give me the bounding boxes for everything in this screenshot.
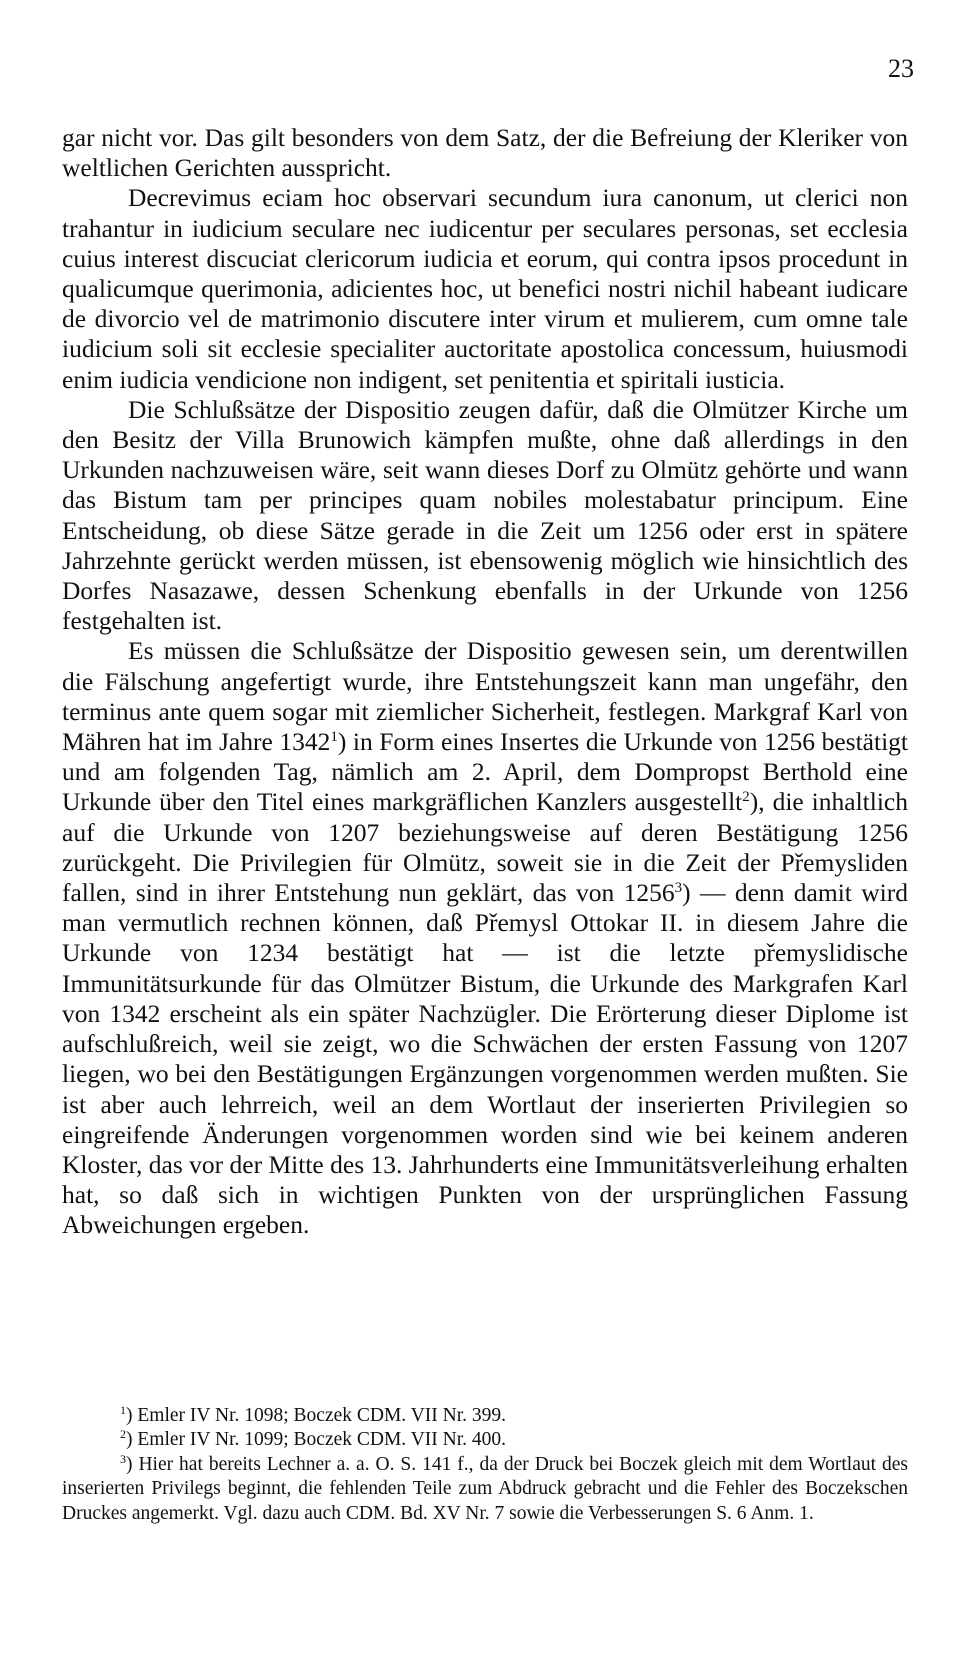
footnote-text-3: ) Hier hat bereits Lechner a. a. O. S. 141 f., da der Druck bei Boczek gleich mit dem Wortlaut des inserierten Privilegs beginnt, die fehlenden Teile zum Abdruck gebracht und die Fehler des Boczekschen Druckes angemerkt. Vgl. dazu auch CDM. Bd. XV Nr. 7 sowie die Verbesserungen S. 6 Anm. 1. (62, 1453, 908, 1524)
footnote-mark-1: 1 (120, 1403, 126, 1417)
footnote-1 (62, 1404, 908, 1428)
footnote-mark-3: 3 (120, 1451, 126, 1466)
footnote-text-1: ) Emler IV Nr. 1098; Boczek CDM. VII Nr. 399. (126, 1405, 507, 1426)
paragraph-4-text-b: ) in Form eines Insertes die Urkunde von 1256 bestätigt und am folgenden Tag, nämlich am 2. April, dem Dompropst Berthold eine Urkunde über den Titel eines markgräflichen Kanzlers ausgestellt (62, 727, 908, 817)
paragraph-2-latin-quote: Decrevimus eciam hoc observari secundum iura canonum, ut clerici non trahantur in iudicium seculare nec iudicentur per seculares personas, set ecclesia cuius interest discuciat clericorum iudicia et eorum, qui contra ipsos procedunt in qualicumque querimonia, adicientes hoc, ut benefici nostri nichil habeant iudicare de divorcio vel de matrimonio discutere inter virum et mulierem, cum omne tale iudicium soli sit ecclesie specialiter auctoritate apostolica concessum, huiusmodi enim iudicia vendicione non indigent, set penitentia et spiritali iusticia. (62, 183, 908, 394)
footnote-mark-2: 2 (120, 1427, 126, 1442)
paragraph-3: Die Schlußsätze der Dispositio zeugen dafür, daß die Olmützer Kirche um den Besitz der Villa Brunowich kämpfen mußte, ohne daß allerdings in den Urkunden nachzuweisen wäre, seit wann dieses Dorf zu Olmütz gehörte und wann das Bistum tam per principes quam nobiles molestabatur principum. Eine Entscheidung, ob diese Sätze gerade in die Zeit um 1256 oder erst in spätere Jahrzehnte gerückt werden müssen, ist ebensowenig möglich wie hinsichtlich des Dorfes Nasazawe, dessen Schenkung ebenfalls in der Urkunde von 1256 festgehalten ist. (62, 394, 908, 636)
footnote-3 (62, 1453, 908, 1526)
footnote-ref-2: 2 (742, 789, 750, 806)
footnote-text-2: ) Emler IV Nr. 1099; Boczek CDM. VII Nr. 400. (126, 1429, 507, 1451)
footnotes (62, 1404, 908, 1526)
paragraph-4 (62, 636, 908, 1240)
footnote-ref-1: 1 (330, 729, 338, 746)
paragraph-4-text-d: ) — denn damit wird man vermutlich rechnen können, daß Přemysl Ottokar II. in diesem Jahre die Urkunde von 1234 bestätigt hat — ist die letzte přemyslidische Immunitätsurkunde für das Olmützer Bistum, die Urkunde des Markgrafen Karl von 1342 erscheint als ein später Nachzügler. Die Erörterung dieser Diplome ist aufschlußreich, weil sie zeigt, wo die Schwächen der ersten Fassung von 1207 liegen, wo bei den Bestätigungen Ergänzungen vorgenommen werden mußten. Sie ist aber auch lehrreich, weil an dem Wortlaut der inserierten Privilegien so eingreifende Änderungen vorgenommen worden sind wie bei keinem anderen Kloster, das vor der Mitte des 13. Jahrhunderts eine Immunitätsverleihung erhalten hat, so daß sich in wichtigen Punkten von der ursprünglichen Fassung Abweichungen ergeben. (62, 878, 908, 1240)
footnote-2 (62, 1428, 908, 1452)
footnote-ref-3: 3 (674, 880, 683, 897)
paragraph-4-text-c: ), die inhaltlich auf die Urkunde von 1207 beziehungsweise auf deren Bestätigung 1256 zurückgeht. Die Privilegien für Olmütz, soweit sie in die Zeit der Přemysliden fallen, sind in ihrer Entstehung nun geklärt, das von 1256 (62, 787, 908, 908)
paragraph-1: gar nicht vor. Das gilt besonders von dem Satz, der die Befreiung der Kleriker von weltlichen Gerichten ausspricht. (62, 123, 908, 183)
paragraph-4-text-a: Es müssen die Schlußsätze der Dispositio gewesen sein, um derentwillen die Fälschung angefertigt wurde, ihre Entstehungszeit kann man ungefähr, den terminus ante quem sogar mit ziemlicher Sicherheit, festlegen. Markgraf Karl von Mähren hat im Jahre 1342 (62, 636, 908, 757)
body-text (62, 123, 908, 1241)
page-number: 23 (888, 54, 914, 83)
